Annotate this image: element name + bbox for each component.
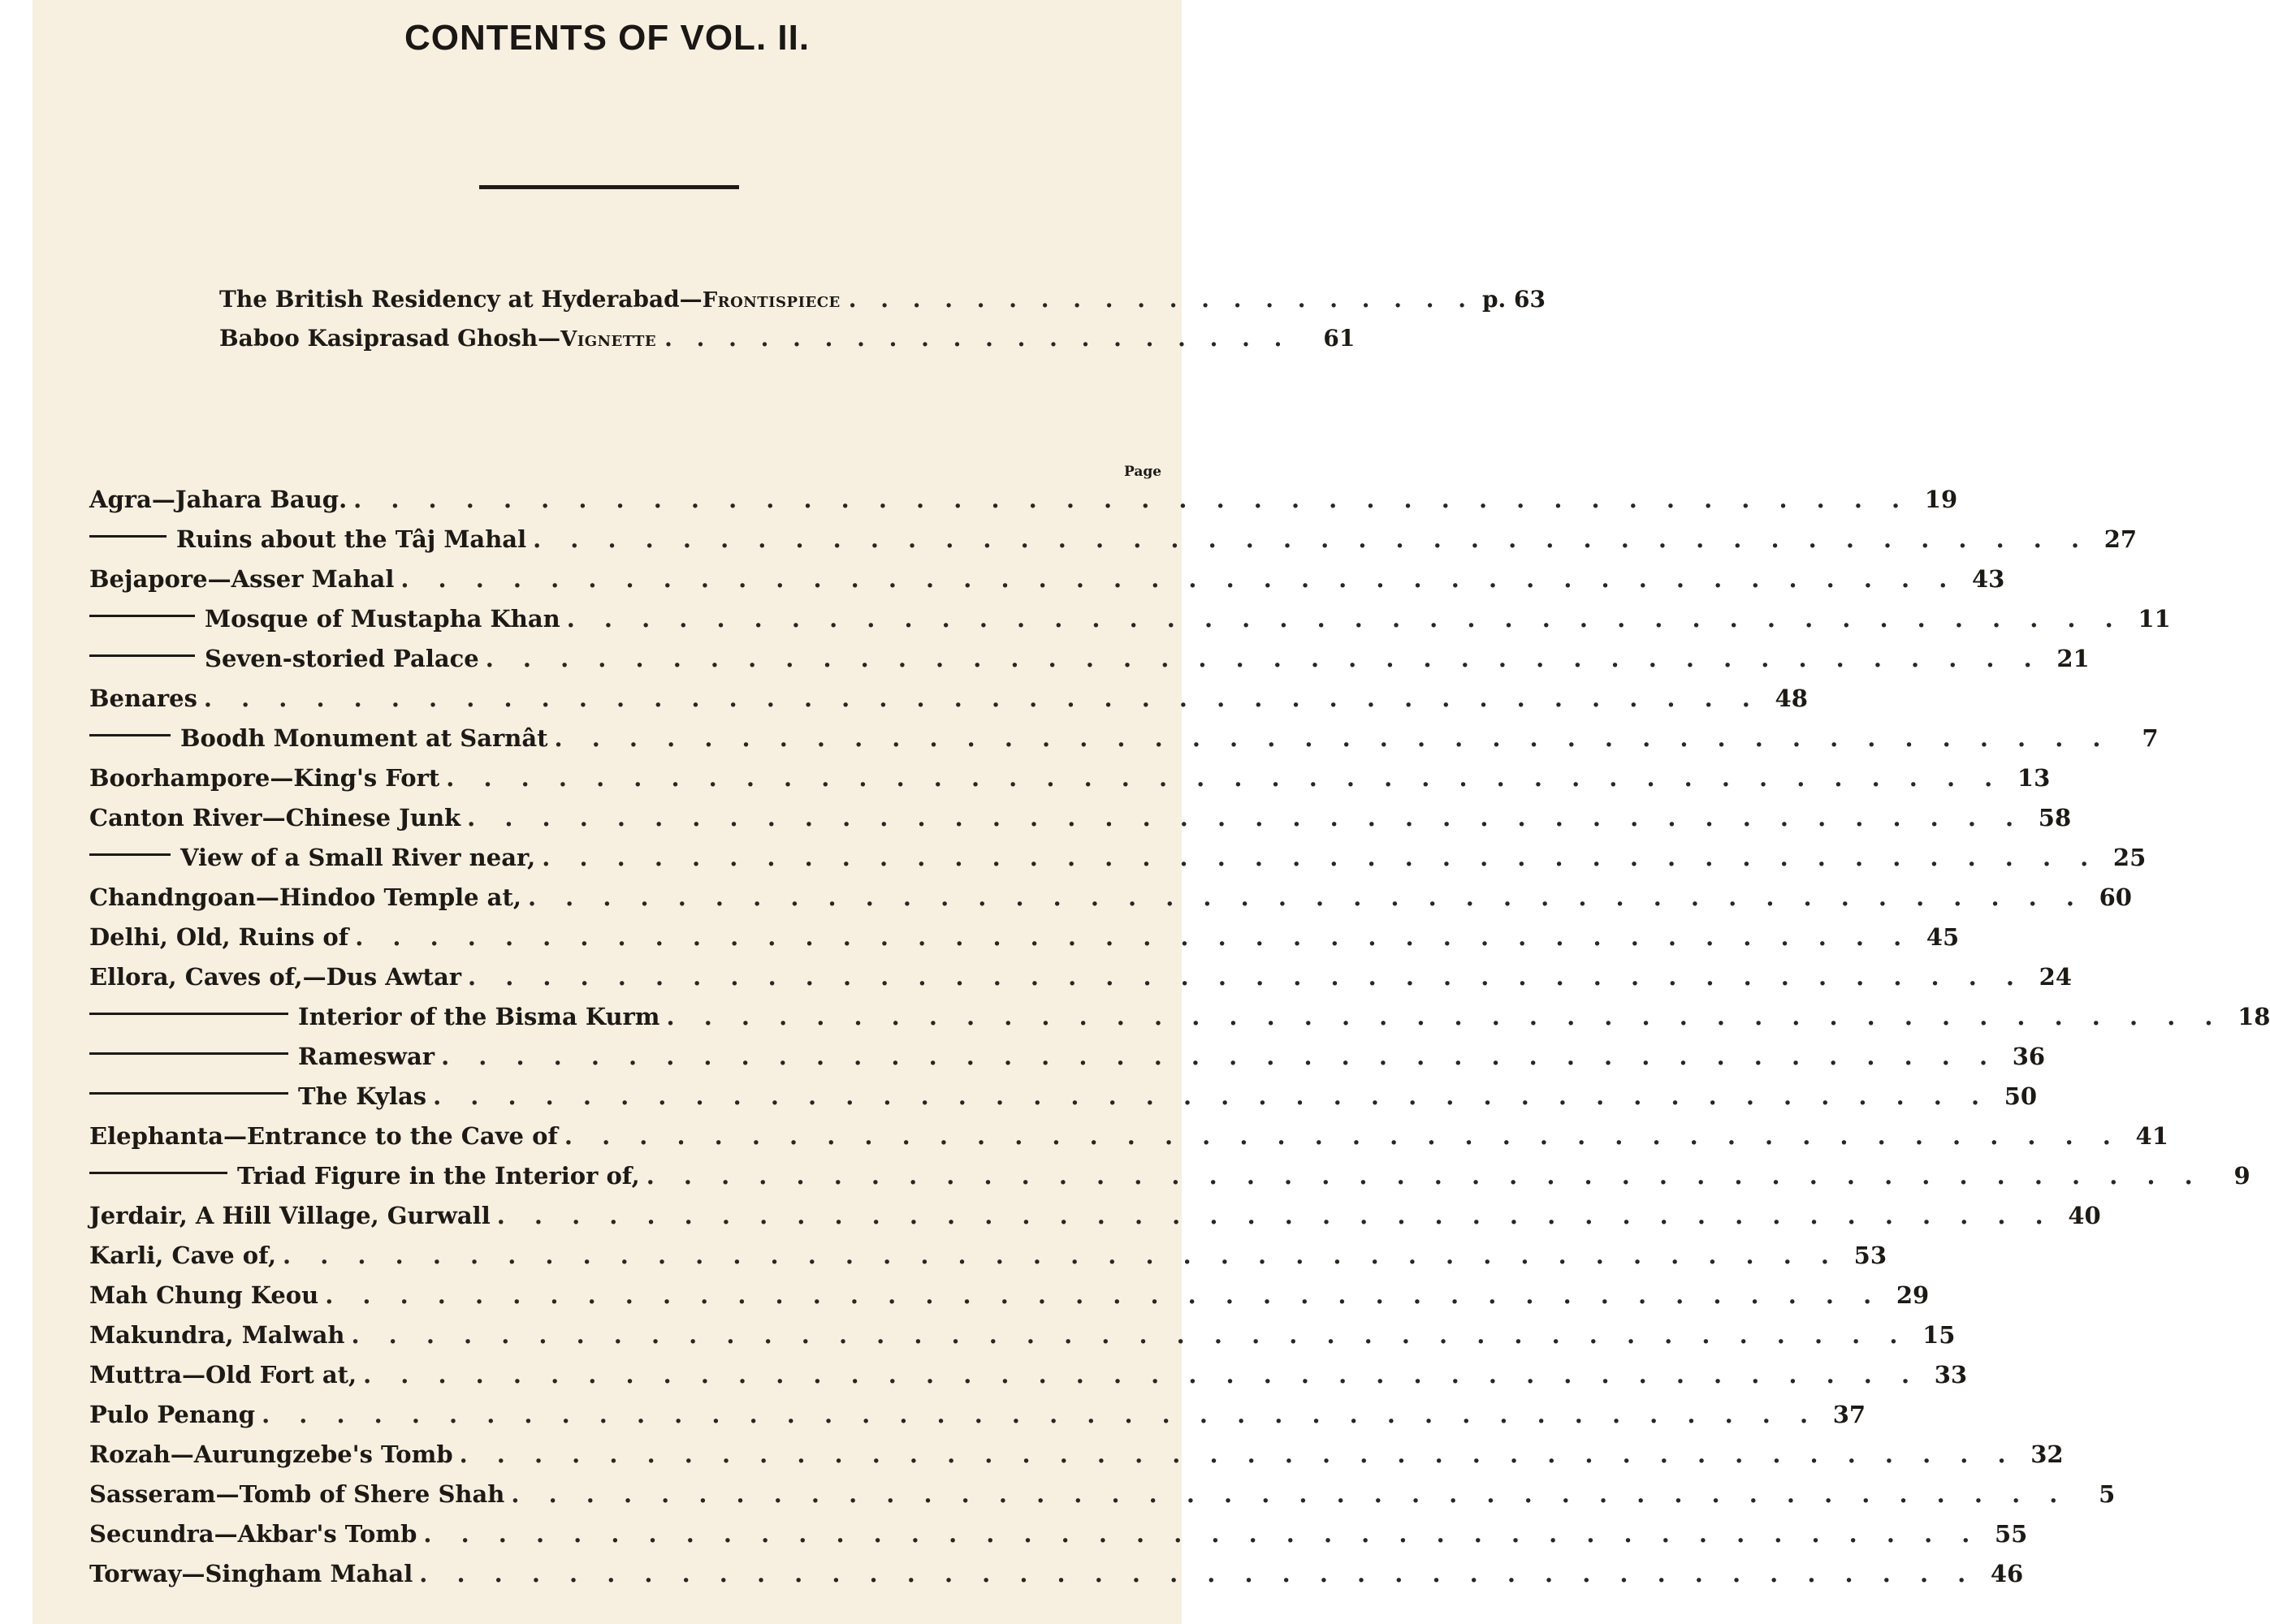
entry-label: Sasseram—Tomb of Shere Shah — [89, 1480, 505, 1508]
contents-entry — [89, 1361, 1968, 1401]
entry-page: 41 — [2135, 1122, 2168, 1150]
ditto-dash — [89, 1092, 288, 1095]
entry-label: Secundra—Akbar's Tomb — [89, 1520, 417, 1548]
entry-page: 50 — [2004, 1082, 2038, 1110]
entry-label: Makundra, Malwah — [89, 1321, 345, 1349]
ditto-dash — [89, 734, 171, 736]
entry-label: Rameswar — [298, 1043, 435, 1070]
entry-title — [89, 1560, 413, 1587]
entry-label: Chandngoan—Hindoo Temple at, — [89, 883, 521, 911]
contents-entry — [89, 1082, 2038, 1122]
entry-page: 11 — [2138, 605, 2171, 633]
contents-entry — [89, 1202, 2101, 1242]
entry-label: Karli, Cave of, — [89, 1242, 277, 1269]
entry-label: Jerdair, A Hill Village, Gurwall — [89, 1202, 491, 1229]
entry-label: Delhi, Old, Ruins of — [89, 923, 349, 951]
leader-dots: . . . . . . . . . . . . . . . . . . . . . . . . . . . . . . . . . . . . . . . . . . — [554, 724, 2112, 752]
leader-dots: . . . . . . . . . . . . . . . . . . . . . . . . . . . . . . . . . . . . . . . . . . — [542, 844, 2099, 871]
plate-page: p. 63 — [1481, 286, 1546, 313]
leader-dots: . . . . . . . . . . . . . . . . . . . . — [664, 325, 1291, 352]
leader-dots: . . . . . . . . . . . . . . . . . . . . . . . . . . . . . . . . . . . . . . . . . . — [419, 1560, 1977, 1587]
leader-dots: . . . . . . . . . . . . . . . . . . . . . . . . . . . . . . . . . . . . . . . . . . — [355, 923, 1913, 951]
contents-list — [89, 486, 2270, 1600]
entry-title — [89, 1082, 426, 1110]
entry-title — [89, 1202, 491, 1229]
leader-dots: . . . . . . . . . . . . . . . . . . . . . . . . . . . . . . . . . . . . . . . . . . — [646, 1162, 2203, 1190]
leader-dots: . . . . . . . . . . . . . . . . . . . . . . . . . . . . . . . . . . . . . . . . . . — [564, 1122, 2121, 1150]
entry-page: 53 — [1853, 1242, 1887, 1269]
contents-entry — [89, 883, 2132, 923]
entry-title — [89, 764, 439, 792]
contents-entry — [89, 685, 1808, 724]
entry-title — [89, 1480, 504, 1508]
entry-page: 18 — [2238, 1003, 2270, 1030]
entry-page: 32 — [2030, 1440, 2064, 1468]
contents-entry — [89, 1480, 2116, 1520]
leader-dots: . . . . . . . . . . . . . . . . . . . . . . . . . . . . . . . . . . . . . . . . . . — [262, 1401, 1819, 1428]
entry-label: Mosque of Mustapha Khan — [205, 605, 560, 633]
leader-dots: . . . . . . . . . . . . . . . . . . . . . . . . . . . . . . . . . . . . . . . . . . — [496, 1202, 2054, 1229]
contents-entry — [89, 724, 2159, 764]
ditto-dash — [89, 535, 166, 538]
entry-page: 60 — [2099, 883, 2132, 911]
entry-title — [89, 844, 535, 871]
entry-page: 9 — [2233, 1162, 2251, 1190]
leader-dots: . . . . . . . . . . . . . . . . . . . . . . . . . . . . . . . . . . . . . . . . . . — [666, 1003, 2224, 1030]
leader-dots: . . . . . . . . . . . . . . . . . . . . . . . . . . . . . . . . . . . . . . . . . . — [423, 1520, 1981, 1548]
entry-page: 55 — [1995, 1520, 2028, 1548]
contents-entry — [89, 963, 2073, 1003]
entry-label: Pulo Penang — [89, 1401, 256, 1428]
entry-title — [89, 1321, 344, 1349]
contents-entry — [89, 764, 2051, 804]
entry-title — [89, 1401, 255, 1428]
entry-title — [89, 685, 197, 712]
entry-label: The Kylas — [298, 1082, 427, 1110]
plate-label: Baboo Kasiprasad Ghosh— — [219, 325, 561, 352]
entry-label: Canton River—Chinese Junk — [89, 804, 461, 831]
entry-page: 43 — [1971, 565, 2005, 593]
entry-title — [89, 486, 347, 513]
contents-entry — [89, 605, 2171, 645]
plate-label: The British Residency at Hyderabad— — [219, 286, 703, 313]
entry-title — [89, 1281, 318, 1309]
entry-label: Benares — [89, 685, 197, 712]
plate-page: 61 — [1323, 325, 1356, 352]
entry-label: Torway—Singham Mahal — [89, 1560, 413, 1587]
plate-entry — [219, 325, 1356, 364]
entry-title — [89, 1440, 453, 1468]
entry-label: Ellora, Caves of,—Dus Awtar — [89, 963, 462, 991]
entry-page: 36 — [2012, 1043, 2046, 1070]
leader-dots: . . . . . . . . . . . . . . . . . . . . . . . . . . . . . . . . . . . . . . . . . . — [527, 883, 2085, 911]
entry-title — [89, 883, 521, 911]
entry-title — [89, 1043, 435, 1070]
leader-dots: . . . . . . . . . . . . . . . . . . . . . . . . . . . . . . . . . . . . . . . . . . — [446, 764, 2004, 792]
entry-label: Elephanta—Entrance to the Cave of — [89, 1122, 558, 1150]
contents-entry — [89, 1520, 2028, 1560]
leader-dots: . . . . . . . . . . . . . . . . . . . . . . . . . . . . . . . . . . . . . . . . . . — [467, 804, 2025, 831]
page-title: CONTENTS OF VOL. II. — [404, 18, 811, 58]
leader-dots: . . . . . . . . . . . . . . . . . . . . . . . . . . . . . . . . . . . . . . . . . . — [459, 1440, 2017, 1468]
entry-title — [89, 525, 526, 553]
entry-page: 7 — [2142, 724, 2159, 752]
leader-dots: . . . . . . . . . . . . . . . . . . . . . . . . . . . . . . . . . . . . . . . . . . — [468, 963, 2026, 991]
leader-dots: . . . . . . . . . . . . . . . . . . . . . . . . . . . . . . . . . . . . . . . . . . — [283, 1242, 1840, 1269]
contents-entry — [89, 1043, 2046, 1082]
ditto-dash — [89, 615, 195, 617]
page-column-header: Page — [1124, 464, 1162, 480]
leader-dots: . . . . . . . . . . . . . . . . . . . . . . . . . . . . . . . . . . . . . . . . . . — [511, 1480, 2069, 1508]
entry-title — [89, 1003, 660, 1030]
contents-entry — [89, 1281, 1930, 1321]
entry-label: Ruins about the Tâj Mahal — [176, 525, 527, 553]
entry-page: 33 — [1934, 1361, 1968, 1389]
contents-entry — [89, 645, 2090, 685]
entry-page: 24 — [2039, 963, 2073, 991]
entry-label: Rozah—Aurungzebe's Tomb — [89, 1440, 453, 1468]
ditto-dash — [89, 853, 171, 856]
entry-page: 13 — [2017, 764, 2051, 792]
contents-entry — [89, 1401, 1866, 1440]
leader-dots: . . . . . . . . . . . . . . . . . . . . . . . . . . . . . . . . . . . . . . . . . . — [485, 645, 2043, 672]
contents-entry — [89, 1560, 2024, 1600]
entry-label: Boorhampore—King's Fort — [89, 764, 440, 792]
contents-entry — [89, 565, 2005, 605]
book-page — [32, 0, 2270, 1624]
ditto-dash — [89, 1052, 288, 1055]
leader-dots: . . . . . . . . . . . . . . . . . . . . . . . . . . . . . . . . . . . . . . . . . . — [400, 565, 1958, 593]
entry-page: 45 — [1926, 923, 1960, 951]
contents-entry — [89, 1162, 2251, 1202]
entry-title — [89, 565, 394, 593]
leader-dots: . . . . . . . . . . . . . . . . . . . . . . . . . . . . . . . . . . . . . . . . . . — [203, 685, 1761, 712]
leader-dots: . . . . . . . . . . . . . . . . . . . . . . . . . . . . . . . . . . . . . . . . . . — [533, 525, 2091, 553]
ditto-dash — [89, 1013, 288, 1015]
entry-title — [89, 1122, 558, 1150]
entry-label: Boodh Monument at Sarnât — [180, 724, 548, 752]
leader-dots: . . . . . . . . . . . . . . . . . . . . . . . . . . . . . . . . . . . . . . . . . . — [325, 1281, 1883, 1309]
entry-title — [89, 923, 348, 951]
entry-title — [89, 645, 479, 672]
entry-label: Triad Figure in the Interior of, — [237, 1162, 640, 1190]
entry-page: 58 — [2038, 804, 2072, 831]
leader-dots: . . . . . . . . . . . . . . . . . . . . . . . . . . . . . . . . . . . . . . . . . . — [363, 1361, 1921, 1389]
title-rule — [479, 185, 739, 189]
plate-kind: Frontispiece — [702, 288, 841, 313]
entry-label: Interior of the Bisma Kurm — [298, 1003, 660, 1030]
leader-dots: . . . . . . . . . . . . . . . . . . . . . . . . . . . . . . . . . . . . . . . . . . — [433, 1082, 1991, 1110]
leader-dots: . . . . . . . . . . . . . . . . . . . . . . . . . . . . . . . . . . . . . . . . . . — [566, 605, 2124, 633]
entry-page: 27 — [2104, 525, 2138, 553]
entry-page: 5 — [2099, 1480, 2116, 1508]
plate-entry — [219, 286, 1546, 325]
contents-entry — [89, 844, 2147, 883]
entry-page: 15 — [1922, 1321, 1956, 1349]
leader-dots: . . . . . . . . . . . . . . . . . . . . . . . . . . . . . . . . . . . . . . . . . . — [351, 1321, 1909, 1349]
contents-entry — [89, 486, 1958, 525]
ditto-dash — [89, 654, 195, 657]
entry-title — [89, 1162, 640, 1190]
entry-page: 19 — [1924, 486, 1958, 513]
plate-kind: Vignette — [560, 327, 657, 352]
contents-entry — [89, 1242, 1887, 1281]
entry-title — [89, 963, 461, 991]
entry-page: 46 — [1990, 1560, 2024, 1587]
leader-dots: . . . . . . . . . . . . . . . . . . . . . . . . . . . . . . . . . . . . . . . . . . — [441, 1043, 1999, 1070]
contents-entry — [89, 1440, 2064, 1480]
contents-entry — [89, 1321, 1956, 1361]
entry-title — [89, 1242, 276, 1269]
entry-title — [89, 1361, 357, 1389]
contents-entry — [89, 525, 2138, 565]
entry-title — [89, 1520, 417, 1548]
contents-entry — [89, 804, 2072, 844]
entry-label: Agra—Jahara Baug. — [89, 486, 348, 513]
entry-label: View of a Small River near, — [180, 844, 536, 871]
entry-page: 48 — [1775, 685, 1808, 712]
entry-page: 21 — [2056, 645, 2090, 672]
entry-label: Bejapore—Asser Mahal — [89, 565, 395, 593]
entry-label: Muttra—Old Fort at, — [89, 1361, 357, 1389]
plates-list — [219, 286, 1546, 364]
entry-page: 40 — [2068, 1202, 2101, 1229]
entry-title — [89, 804, 460, 831]
entry-label: Seven-storied Palace — [205, 645, 479, 672]
contents-entry — [89, 1122, 2168, 1162]
entry-page: 25 — [2112, 844, 2147, 871]
leader-dots: . . . . . . . . . . . . . . . . . . . . . . . . . . . . . . . . . . . . . . . . . . — [353, 486, 1911, 513]
entry-page: 37 — [1832, 1401, 1866, 1428]
contents-entry — [89, 1003, 2270, 1043]
leader-dots: . . . . . . . . . . . . . . . . . . . . — [848, 286, 1474, 313]
contents-entry — [89, 923, 1960, 963]
entry-title — [89, 724, 548, 752]
ditto-dash — [89, 1172, 227, 1174]
entry-title — [89, 605, 560, 633]
entry-label: Mah Chung Keou — [89, 1281, 319, 1309]
entry-page: 29 — [1896, 1281, 1930, 1309]
